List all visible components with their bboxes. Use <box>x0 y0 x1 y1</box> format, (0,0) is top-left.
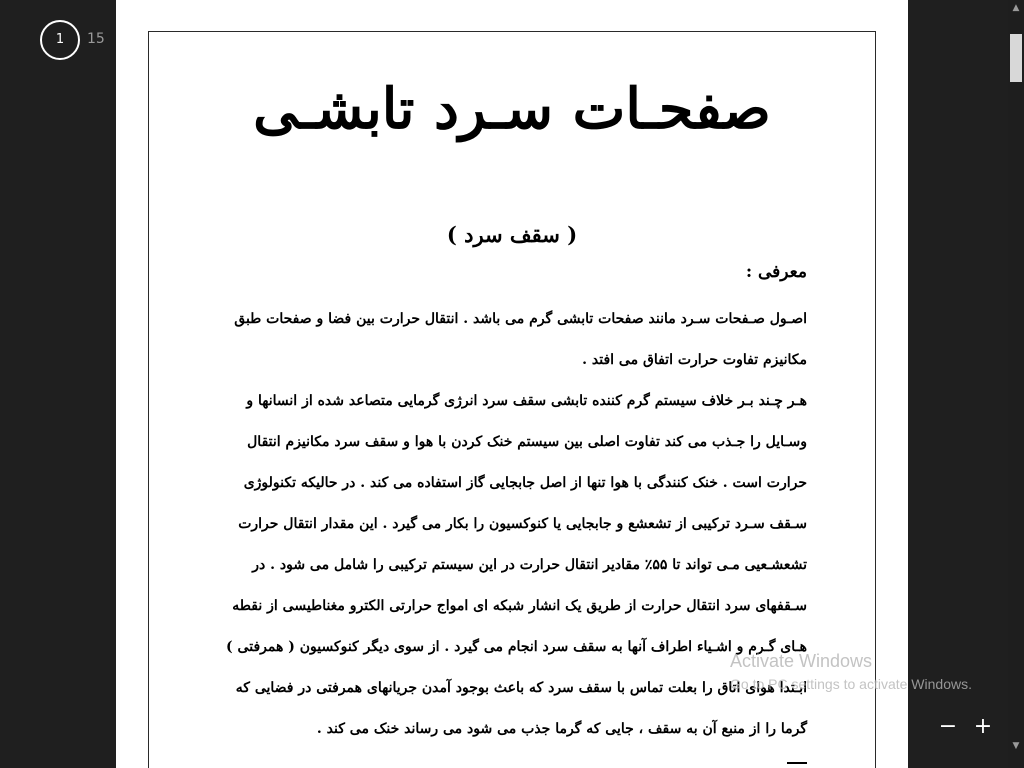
current-page-indicator[interactable]: 1 <box>40 20 80 60</box>
body-text-line: سـقفهای سرد انتقال حرارت از طریق یک انشار شبکه ای امواج حرارتی الکترو مغناطیسی از نقطه <box>232 598 807 614</box>
body-text-line: گرما را از منبع آن به سقف ، جایی که گرما جذب می شود می رساند خنک می کند . <box>316 721 807 737</box>
scroll-down-arrow-icon[interactable]: ▼ <box>1012 741 1020 751</box>
activation-watermark-subtitle: Go to PC settings to activate Windows. <box>730 676 972 692</box>
vertical-scrollbar[interactable] <box>1008 0 1024 768</box>
body-text-line: هـر چـند بـر خلاف سیستم گرم کننده تابشی سقف سرد انرژی گرمایی متصاعد شده از انسانها و <box>246 393 807 409</box>
scrollbar-thumb[interactable] <box>1010 34 1022 82</box>
activation-watermark-title: Activate Windows <box>730 651 873 671</box>
zoom-out-button[interactable]: − <box>938 714 958 739</box>
document-subtitle: ( سقف سرد ) <box>446 222 578 247</box>
total-pages-label: 15 <box>87 31 105 47</box>
right-control-rail <box>908 0 1008 768</box>
body-text-line: تشعشـعیی مـی تواند تا ۵۵٪ مقادیر انتقال حرارت در این سیستم ترکیبی را شامل می شود . در <box>252 557 807 573</box>
next-line-fragment <box>787 762 807 768</box>
body-text-line: مکانیزم تفاوت حرارت اتفاق می افتد . <box>582 352 807 368</box>
zoom-in-button[interactable]: + <box>973 714 993 739</box>
body-text-line: حرارت است . خنک کنندگی با هوا تنها از اصل جابجایی گاز استفاده می کند . در حالیکه تکنولوژی <box>243 475 807 491</box>
body-text-line: ابـتدا هوای اتاق را بعلت تماس با سقف سرد که باعث بوجود آمدن جریانهای همرفتی در فضایی که <box>235 680 807 696</box>
body-text-line: هـای گـرم و اشـیاء اطراف آنها به سقف سرد انجام می گیرد . از سوی دیگر کنوکسیون ( همرفتی ) <box>226 639 807 655</box>
left-navigation-rail <box>0 0 116 768</box>
body-text-line: سـقف سـرد ترکیبی از تشعشع و جابجایی یا کنوکسیون را بکار می گیرد . این مقدار انتقال حرارت <box>238 516 807 532</box>
document-title: صفحـات سـرد تابشـی <box>253 76 771 142</box>
body-text-line: وسـایل را جـذب می کند تفاوت اصلی بین سیستم خنک کردن با هوا و سقف سرد مکانیزم انتقال <box>247 434 807 450</box>
body-text-line: اصـول صـفحات سـرد مانند صفحات تابشی گرم می باشد . انتقال حرارت بین فضا و صفحات طبق <box>234 311 807 327</box>
section-heading: معرفی : <box>745 262 807 282</box>
scroll-up-arrow-icon[interactable]: ▲ <box>1012 3 1020 13</box>
